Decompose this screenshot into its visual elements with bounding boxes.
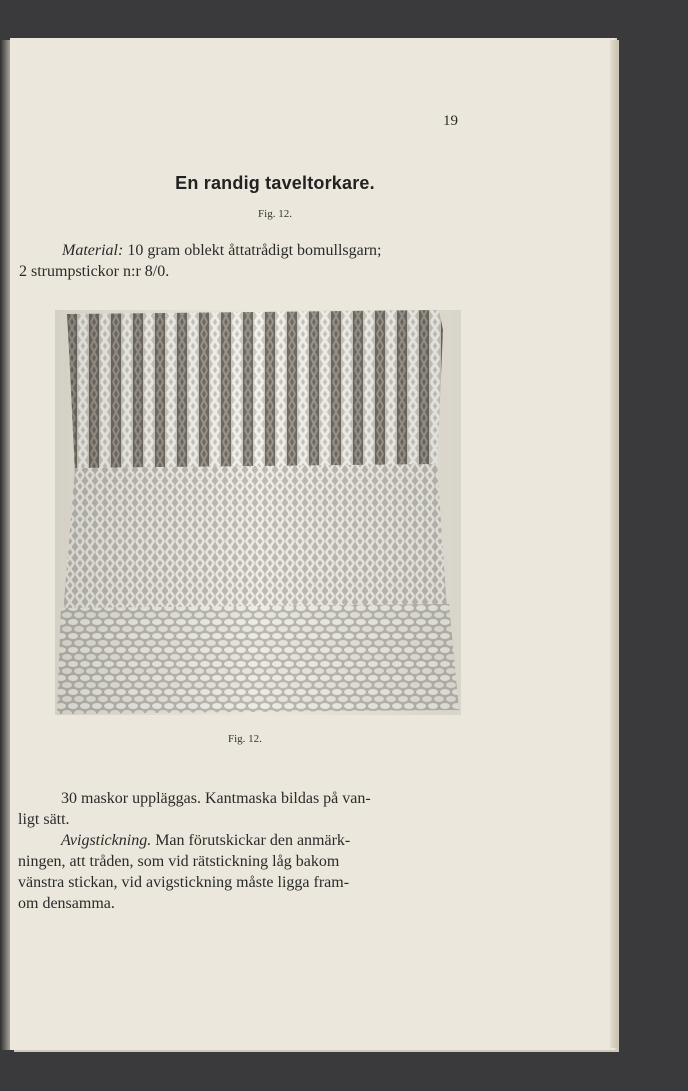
paragraph-2-line-1 — [18, 830, 488, 851]
figure-caption: Fig. 12. — [228, 733, 262, 745]
materials-paragraph — [19, 240, 489, 282]
instructions-text — [18, 788, 488, 914]
page-number: 19 — [443, 113, 458, 129]
paragraph-2-line-4: om densamma. — [18, 895, 115, 912]
paragraph-1-line-1: 30 maskor uppläggas. Kantmaska bildas på van- — [61, 790, 371, 807]
paragraph-1-line-2: ligt sätt. — [18, 811, 70, 828]
avigstickning-label: Avigstickning. — [61, 832, 152, 849]
page-title: En randig taveltorkare. — [175, 173, 375, 193]
figure-label-top: Fig. 12. — [258, 208, 292, 220]
paragraph-2-text-1: Man förutskickar den anmärk- — [155, 832, 351, 849]
material-text: 10 gram oblekt åttatrådigt bomullsgarn; — [127, 242, 382, 259]
adjacent-page-edge — [0, 40, 10, 1050]
material-line-2: 2 strumpstickor n:r 8/0. — [19, 263, 170, 280]
knitted-cloth-photo — [55, 310, 461, 715]
book-page — [10, 38, 615, 1050]
page-stack-edge — [610, 40, 618, 1048]
material-line-1 — [19, 240, 489, 261]
material-label: Material: — [62, 242, 124, 259]
paragraph-2-line-2: ningen, att tråden, som vid rätstickning låg bakom — [18, 853, 340, 870]
paragraph-2-line-3: vänstra stickan, vid avigstickning måste ligga fram- — [18, 874, 350, 891]
